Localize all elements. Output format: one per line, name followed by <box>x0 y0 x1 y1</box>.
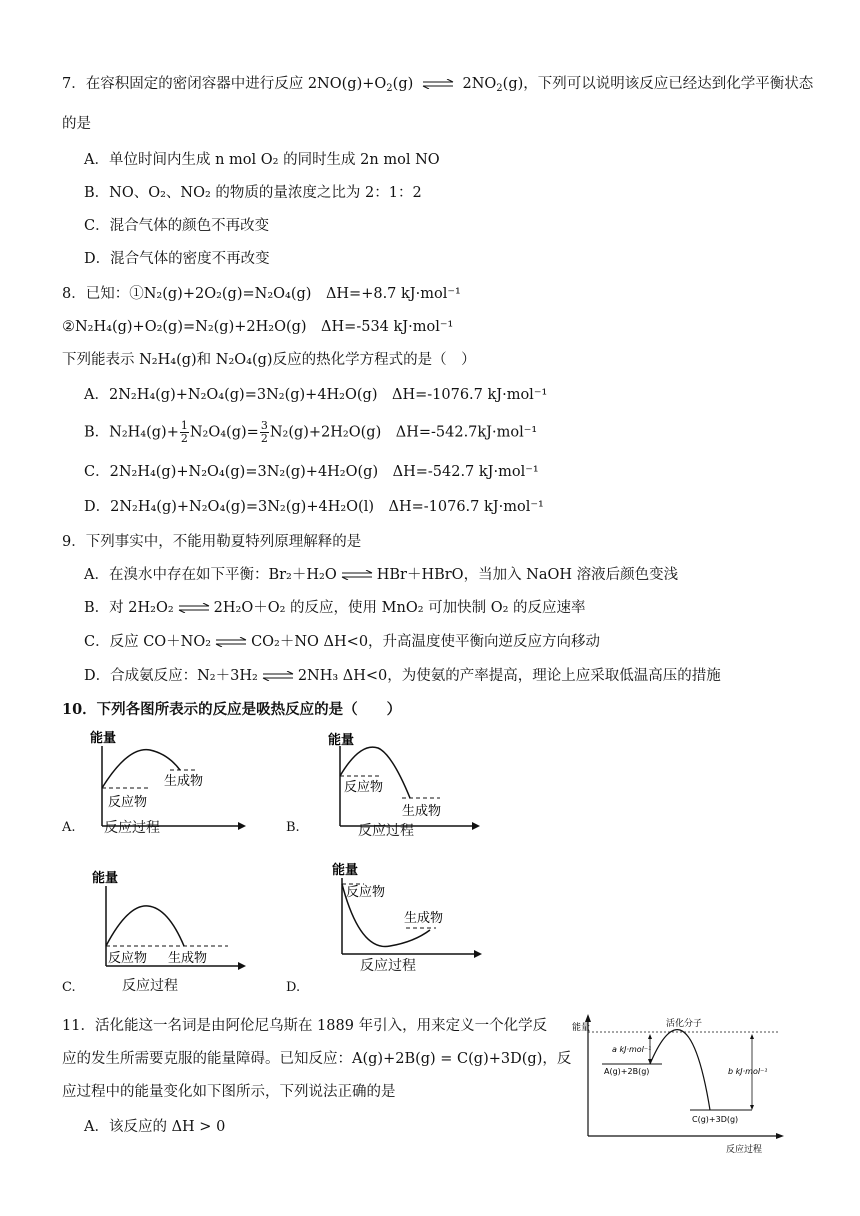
y-axis-label: 能量 <box>90 731 117 746</box>
q8-option-b: B．N₂H₄(g)+ $\frac{1}{2}$ N₂O₄(g)= $\frac{3}{2}$ N₂(g)+2H₂O(g) ΔH=-542.7kJ·mol⁻¹ <box>84 419 538 445</box>
q7-option-d: D．混合气体的密度不再改变 <box>84 251 270 267</box>
q9-option-d: D．合成氨反应：N₂＋3H₂ 2NH₃ ΔH<0，为使氨的产率提高，理论上应采取低温高压的措施 <box>84 668 721 684</box>
graph-d-label: D. <box>286 980 301 995</box>
q8-option-a: A．2N₂H₄(g)+N₂O₄(g)=3N₂(g)+4H₂O(g) ΔH=-1076.7 kJ·mol⁻¹ <box>84 387 548 403</box>
x-axis-label: 反应过程 <box>122 978 178 994</box>
q8-given-2: ②N₂H₄(g)+O₂(g)=N₂(g)+2H₂O(g) ΔH=-534 kJ·mol⁻¹ <box>62 319 454 335</box>
q11-option-a: A．该反应的 ΔH > 0 <box>84 1119 226 1135</box>
y-axis-label: 能量 <box>572 1023 591 1033</box>
y-axis-label: 能量 <box>332 863 359 878</box>
a-energy-label: a kJ·mol⁻¹ <box>612 1045 652 1054</box>
q7-option-b: B．NO、O₂、NO₂ 的物质的量浓度之比为 2：1：2 <box>84 185 422 201</box>
reactant-label: 反应物 <box>346 885 386 900</box>
graph-b-label: B. <box>286 820 300 835</box>
reactant-label: 反应物 <box>108 951 148 966</box>
fraction-three-halves: $\frac{3}{2}$ <box>260 419 268 445</box>
fraction-half: $\frac{1}{2}$ <box>180 419 188 445</box>
q7-option-c: C．混合气体的颜色不再改变 <box>84 218 270 234</box>
q9-option-b: B．对 2H₂O₂ 2H₂O＋O₂ 的反应，使用 MnO₂ 可加快制 O₂ 的反应速率 <box>84 600 586 616</box>
q11-line-1: 11．活化能这一名词是由阿伦尼乌斯在 1889 年引入，用来定义一个化学反 <box>62 1018 548 1034</box>
reactant-label: 反应物 <box>108 795 148 810</box>
y-axis-label: 能量 <box>92 871 119 886</box>
equilibrium-arrow-icon <box>214 637 248 647</box>
product-label: 生成物 <box>404 911 444 926</box>
q8-option-d: D．2N₂H₄(g)+N₂O₄(g)=3N₂(g)+4H₂O(l) ΔH=-1076.7 kJ·mol⁻¹ <box>84 499 544 515</box>
graph-a-label: A. <box>62 820 76 835</box>
product-label: 生成物 <box>168 951 208 966</box>
q9-option-c: C．反应 CO＋NO₂ CO₂＋NO ΔH<0，升高温度使平衡向逆反应方向移动 <box>84 634 601 650</box>
q10-graph-d <box>330 860 490 970</box>
q9-stem: 9．下列事实中，不能用勒夏特列原理解释的是 <box>62 534 362 550</box>
q8-given-1: 8．已知：①N₂(g)+2O₂(g)=N₂O₄(g) ΔH=+8.7 kJ·mol⁻¹ <box>62 286 461 302</box>
q8-stem: 下列能表示 N₂H₄(g)和 N₂O₄(g)反应的热化学方程式的是（ ） <box>62 352 476 368</box>
peak-label: 活化分子 <box>666 1019 703 1029</box>
q9-option-a: A．在溴水中存在如下平衡：Br₂＋H₂O HBr＋HBrO，当加入 NaOH 溶液后颜色变浅 <box>84 567 679 583</box>
products-label: C(g)+3D(g) <box>692 1115 739 1124</box>
x-axis-label: 反应过程 <box>358 823 414 839</box>
equilibrium-arrow-icon <box>421 79 455 89</box>
product-label: 生成物 <box>402 804 442 819</box>
q10-graph-c <box>88 860 248 980</box>
x-axis-label: 反应过程 <box>726 1145 763 1155</box>
equilibrium-arrow-icon <box>340 570 374 580</box>
x-axis-label: 反应过程 <box>104 820 160 836</box>
reactants-label: A(g)+2B(g) <box>604 1067 650 1076</box>
q11-line-3: 应过程中的能量变化如下图所示，下列说法正确的是 <box>62 1084 396 1100</box>
q7-option-a: A．单位时间内生成 n mol O₂ 的同时生成 2n mol NO <box>84 152 440 168</box>
equilibrium-arrow-icon <box>177 603 211 613</box>
y-axis-label: 能量 <box>328 733 355 748</box>
b-energy-label: b kJ·mol⁻¹ <box>728 1067 768 1076</box>
q11-energy-diagram <box>566 1012 806 1156</box>
equilibrium-arrow-icon <box>261 671 295 681</box>
q10-stem: 10．下列各图所表示的反应是吸热反应的是（ ） <box>62 701 402 718</box>
x-axis-label: 反应过程 <box>360 958 416 974</box>
graph-c-label: C. <box>62 980 76 995</box>
q11-line-2: 应的发生所需要克服的能量障碍。已知反应：A(g)+2B(g) = C(g)+3D(g)，反 <box>62 1051 572 1067</box>
reactant-label: 反应物 <box>344 780 384 795</box>
q8-option-c: C．2N₂H₄(g)+N₂O₄(g)=3N₂(g)+4H₂O(g) ΔH=-542.7 kJ·mol⁻¹ <box>84 464 539 480</box>
q7-stem: 7．在容积固定的密闭容器中进行反应 $2NO(g)+O_2(g)$ $2NO_2(g)$，下列可以说明该反应已经达到化学平衡状态 <box>62 76 814 94</box>
product-label: 生成物 <box>164 774 204 789</box>
q7-stem-line2: 的是 <box>62 116 91 132</box>
